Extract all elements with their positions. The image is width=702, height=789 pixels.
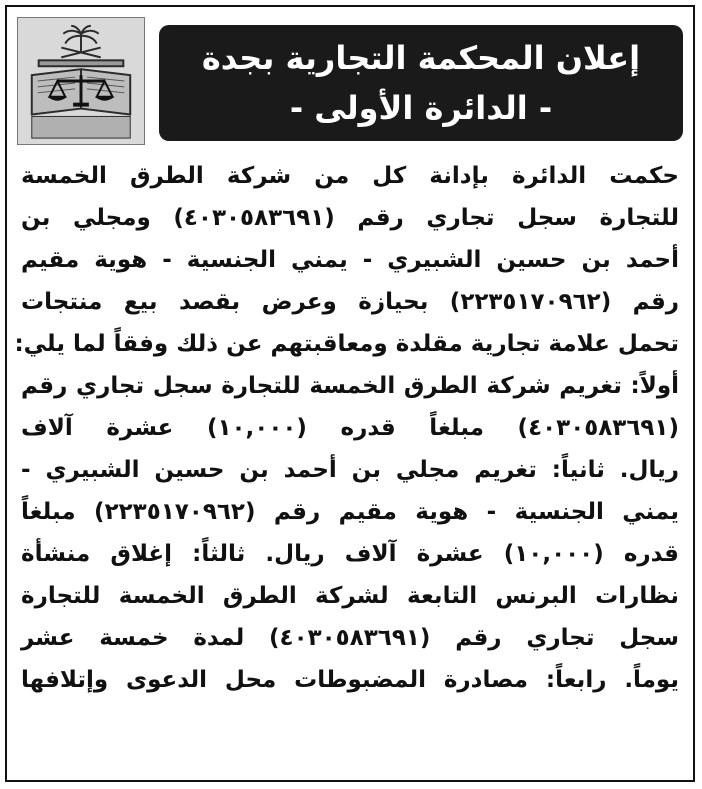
body-line: أحمد بن حسين الشبيري - يمني الجنسية - هوية مقيم: [21, 247, 679, 273]
body-line: نظارات البرنس التابعة لشركة الطرق الخمسة للتجارة: [21, 583, 679, 609]
body-line: (٤٠٣٠٥٨٣٦٩١) مبلغاً قدره (١٠,٠٠٠) عشرة آلاف: [21, 415, 679, 441]
ministry-of-justice-emblem-icon: [18, 18, 144, 144]
body-line: يوماً. رابعاً: مصادرة المضبوطات محل الدعوى وإتلافها: [21, 667, 679, 693]
announcement-body: [14, 155, 680, 701]
announcement-title: إعلان المحكمة التجارية بجدة: [201, 39, 641, 77]
body-line: أولاً: تغريم شركة الطرق الخمسة للتجارة سجل تجاري رقم: [21, 373, 679, 399]
ministry-logo: [17, 17, 145, 145]
body-line: حكمت الدائرة بإدانة كل من شركة الطرق الخمسة: [21, 163, 679, 189]
body-line: سجل تجاري رقم (٤٠٣٠٥٨٣٦٩١) لمدة خمسة عشر: [21, 625, 679, 651]
body-line: يمني الجنسية - هوية مقيم رقم (٢٢٣٥١٧٠٩٦٢) مبلغاً: [21, 499, 679, 525]
body-line: للتجارة سجل تجاري رقم (٤٠٣٠٥٨٣٦٩١) ومجلي بن: [21, 205, 679, 231]
announcement-frame: [5, 5, 695, 782]
announcement-subtitle: - الدائرة الأولى -: [289, 89, 553, 127]
body-line: رقم (٢٢٣٥١٧٠٩٦٢) بحيازة وعرض بقصد بيع منتجات: [21, 289, 680, 315]
body-line: ريال. ثانياً: تغريم مجلي بن أحمد بن حسين الشبيري -: [21, 457, 679, 483]
announcement-header: [17, 17, 683, 147]
body-line: قدره (١٠,٠٠٠) عشرة آلاف ريال. ثالثاً: إغلاق منشأة: [21, 541, 679, 567]
body-line: تحمل علامة تجارية مقلدة ومعاقبتهم عن ذلك وفقاً لما يلي:: [14, 331, 679, 357]
announcement-title-box: [159, 25, 683, 141]
